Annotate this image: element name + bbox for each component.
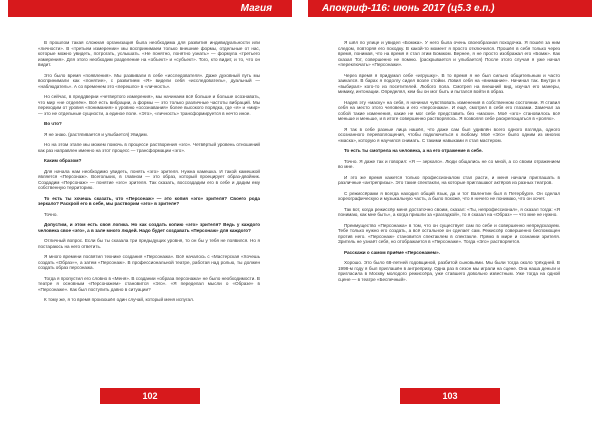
paragraph: Точно. [44,211,58,217]
paragraph: К тому же, я то время произошёл один случай, который меня испугал. [44,297,195,302]
paragraph: Это было время «появления». Мы развивали в себе «исследователя». Даже духовный путь мы воспринимали как «понятие», с развитием «Я» видели себя «исследователь», дуальный — «наблюдатель». А со временем это «перешло» в «личность». [38,72,260,89]
paragraph: Надев эту «маску» на себя, я начинал чувствовать изменения в собственном состоянии. Я ставил себя на место этого человека и его «персонажа». И ещё, смотрел в себя его глазами. Замечал за собой такие изменения, какие не мог себе представить без «маски». Моё «эго» становилось всё меньше и меньше, и в итоге совершенно растворялось. Я позволял себе раскрепощаться в «ролях». [338,99,560,121]
paragraph: Через время я придумал себе «игрушку». В то время я не был сильно общительным и часто заикался. В барах я подолгу сидел возле стойки. Ловил себя на «внимание». Начинал так. Внутри я «выбирал» кого-то из посетителей. Любого пола. Смотрел на внешний вид, изучал его манеры, мимику, интонации. Определял, кем бы он мог быть и пытался войти в образ. [338,72,560,94]
right-page-number: 103 [400,388,500,404]
paragraph: С режиссёрами я всегда находил общий язык, да и тот Валентин был в Петербурге. Он сделал хореографическую и музыкальную часть, а было похоже, что я ничего не понимаю, что он хочет. [338,190,560,201]
paragraph: Я не знаю. (растягивается и улыбается) Увидим. [44,131,148,137]
paragraph: Но на этом этапе мы можем помочь в процессе растворения «эго». Четвёртый уровень отношений как раз направлен именно на этот процесс — трансформации «эго». [38,142,260,153]
left-header-title: Магия [240,3,272,14]
left-header-bar [8,0,292,17]
left-body-text [38,40,260,378]
paragraph: И это же время кажется только профессионалом стал расти, и меня начали приглашать в различные «антрепризы». Это такие спектакли, на которые приглашают актёров из разных театров. [338,174,560,185]
paragraph: Я так в себе разные лица нашёл, что даже сам был удивлён всего одного взгляда, одного осознанного перевоплощения, чтобы подключиться к любому. Моё «Эго» было одним из многих «маска», которую я научился снимать. С такими навыками я стал мастером. [338,126,560,143]
right-header-bar [308,0,592,17]
question-paragraph: Во что? [44,121,62,126]
question-paragraph: То есть ты смотрела на человека, а на его отражение в себе. [344,148,483,153]
right-body-text [338,40,560,378]
paragraph: Точно. Я даже так и говорил: «Я — зеркало». Люди общались не со мной, а со своим отражением во мне. [338,158,560,169]
left-page-number: 102 [100,388,200,404]
question-paragraph: Расскажи о самом приёме «Персонажем». [344,249,440,255]
paragraph: Для начала нам необходимо увидеть, понять «эго» зрителя. Нужна камешка. И такой камешкой является «Персонаж». Всегольких, в главном — это образ, который проецирует образ-двойник. Создадим «Персонаж» — понятие «эго» зрителя. Так сказать, воссоздадим его в себе и дадим ему собственную территорию. [38,168,260,190]
paragraph: Преимущество «Персонажа» в том, что он существует сам по себе и совершенно непредсказуем. Тебе только нужно его создать, а всё остальное он сделает сам. Режиссёр совершенно беспомощен против него. «Персонаж» становится спектаклем в спектакле. Прямо в мире и сознании зрителя. Зритель не узнаёт себя, но отображается в «Персонаже». Тогда «Эго» растворяется. [338,222,560,244]
right-header-title: Апокриф-116: июнь 2017 (ц5.3 е.п.) [322,3,495,14]
left-footer-bar [8,382,292,424]
paragraph: Хорошо. Это было 68-летней годовщиной, разбитой сыновьями. Мы были тогда около трёхдней. В 1998-м году я был приглашён в антрепризу. Одна раз в сезон мы играли на сцене. Она наша деньги и пригласила в Москву молодого режиссёра, уже ставшего довольно известным. Уже тогда на одной сцене — в театре «Беспечный». [338,260,560,282]
right-footer-bar [308,382,592,424]
paragraph: Но сейчас, в преддверии «четвертого измерения», мы начинаем всё больше и больше осознавать, что мир «не отделён». Всё есть вибрации, а формы — это только различные частоты вибраций. Мы переходим от уровня «понимания» к уровню «осознавания» более высокого порядка, где «я» и «мир» — это не отдельные сущности, а единое поле. «Это», «личность» трансформируется в нечто иное. [38,94,260,116]
paragraph: Отличный вопрос. Если бы ты сказала три предыдущих уровня, то он бы у тебя не появился. Но я постараюсь на него ответить. [38,238,260,249]
paragraph: Так вот, когда режиссёр меня достаточно своим, сказал: «Ты, непрофессионал», я сказал тогда: «Я понимаю, как мне быть», а когда пришли за «разгадкой», то я сказал на «Образ» — что мне не нужно. [338,206,560,217]
paragraph: Я много времени посвятил технике создания «Персонажа». Всё началось с «Мастерская «Хочешь создать «Образ»», а затем «Персонаж». В профессиональной театре, работая над ролью, ты должен создать образ персонажа. [38,254,260,270]
question-paragraph: То есть ты хочешь сказать, что «Персонаж» — это копия «эго» зрителя? Своего рода зеркало? Раскрой его в себе, мы растворим «эго» в зрителе? [38,195,260,206]
question-paragraph: Допустим, и этом есть своя логика. Но как создать копию «эго» зрителя? Ведь у каждого человека свое «эго», а в зале много людей. Надо будет создавать «Персонаж» для каждого? [38,222,260,233]
paragraph: Тогда я пропустил его словно в «Меня». В создании «образа персонажа» не было необходимости. В театре я основным «Персонажем» становится «Эго». «Я переделал мысли о «Образе» в «Персонаже». Как был поступить давно в ситуации? [38,275,260,292]
right-page [308,0,592,424]
paragraph: В прошлом такая сложная организация была необходима для развития индивидуальности или «личности». В «третьем измерении» мы воспринимаем только внешние формы, отдельные от нас, которые можно увидеть, потрогать, услышать. «Не понятно, понятно узнать» — формула «третьего измерения». Для этого необходим разделение на «объект» и «субъект». Того, кто видит, и то, что он видит. [38,40,260,67]
paragraph: Я шёл по улице и увидел «Бомжа». У него была очень своеобразная походочка. Я пошёл за ним следом, повторяя его походку. В какой-то момент я просто отключился. Прошёл в себя только через время, понимая, что на время я стал этим Бомжом. Вернее, я не просто изображал его «Бомж». Как сказал Тот, совершенно не помню. (раскрывается и улыбается) После этого случая я уже начал «переключать» «Персонажи». [338,40,560,67]
question-paragraph: Каким образом? [44,158,82,163]
left-page [8,0,292,424]
